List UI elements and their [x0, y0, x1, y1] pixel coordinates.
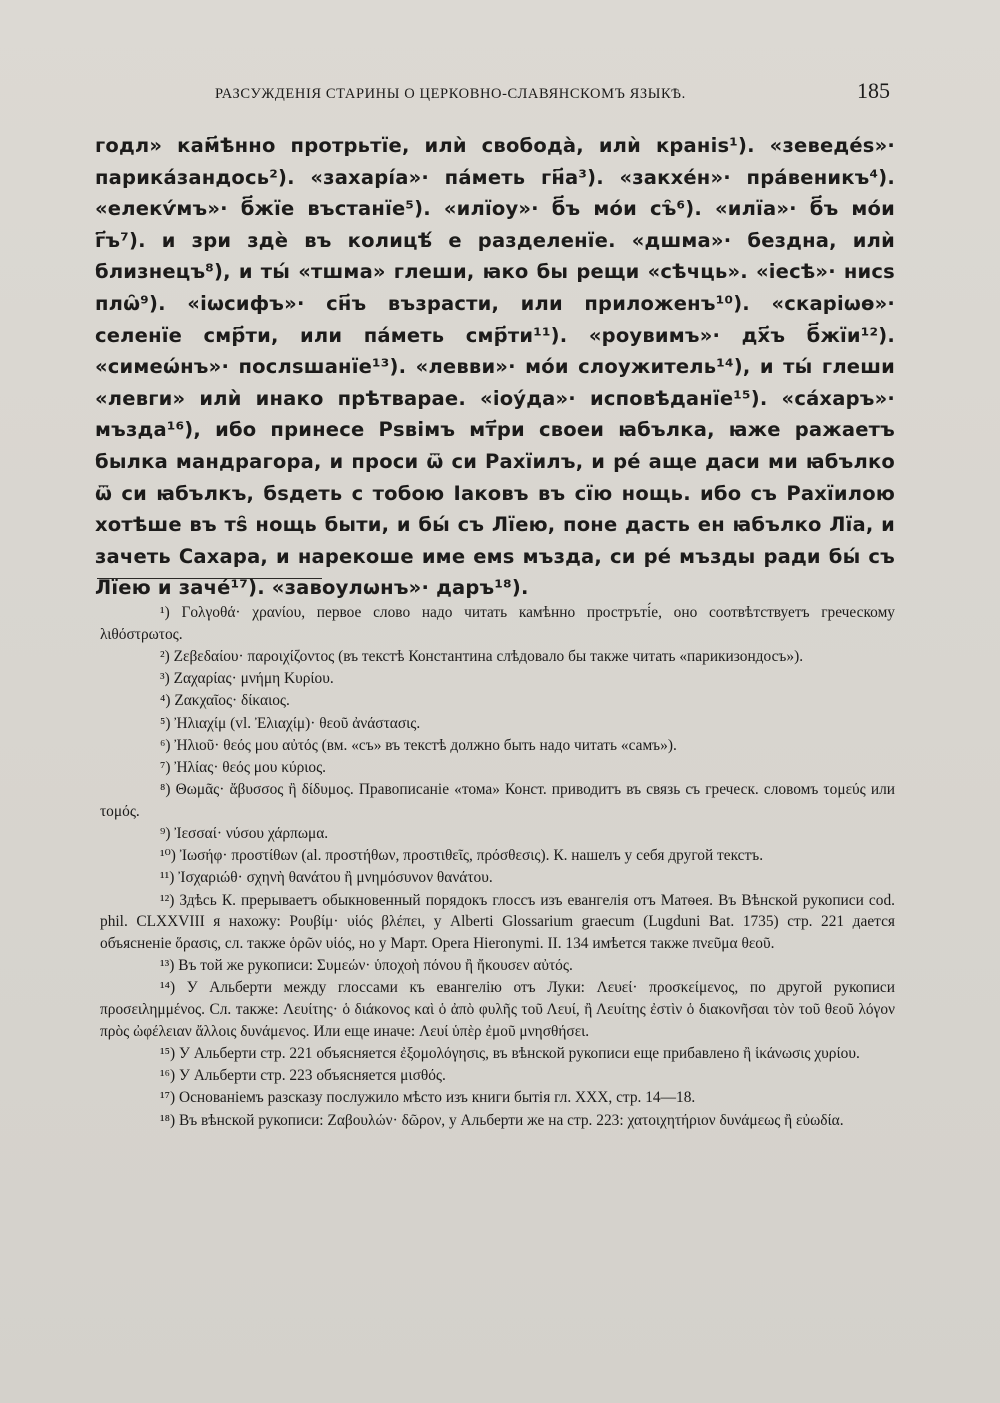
footnote-number: ¹): [160, 604, 182, 621]
footnote-text: Ζαχαρίας· μνήμη Κυρίου.: [173, 670, 334, 688]
footnote-number: ¹⁴): [160, 979, 187, 997]
footnote-text: У Альберти между глоссами къ евангелію отъ Луки: Λευεί· προσκείμενος, по другой рукописи προσειλημμένος. Сл. также: Λευίτης· ὁ διάκονος καὶ ὁ ἀπὸ φυλῆς τοῦ Λευί, ἢ Λευίτης ἐστὶν ὁ διακονῆσαι τὸν τοῦ θεοῦ λόγον πρὸς ὠφέλειαν ἄλλοις δυνάμενος. Или еще иначе: Λευί ὑπὲρ ἐμοῦ μνησθήσει.: [100, 979, 896, 1040]
footnote-text: Въ вѣнской рукописи: Ζαβουλών· δῶρον, у Альберти же на стр. 223: χατοιχητήριον δυνάμεως ἢ εὐωδία.: [178, 1111, 844, 1129]
church-slavonic-paragraph: годл» кам҃ѣнно протрьтїе, илѝ свобода̀, илѝ краніѕ¹). «зеведе́ѕ»· парика́зандось²). «захарі́а»· па́меть гн҃а³). «закхе́н»· пра́веникъ⁴). «елекѵ́мъ»· б҃жїе въстанїе⁵). «илїоу»· б҃ъ мо́и съ̑⁶). «илїа»· б҃ъ мо́и г҃ъ⁷). и зри здѐ въ колицѣ́ е разделенїе. «дшма»· безднa, илѝ близнецъ⁸), и ты́ «тшма» глеши, ꙗко бы рещи «сѣчць». «іесѣ»· нисѕ плѡ̑⁹). «іѡсифъ»· сн҃ъ възрасти, или приложенъ¹⁰). «скаріѡѳ»· селенїе смр҃ти, или па́меть смр҃ти¹¹). «роувимъ»· дх҃ъ б҃жїи¹²). «симеѡ́нъ»· послѕшанїе¹³). «левви»· мо́и слоужитель¹⁴), и ты́ глеши «левги» илѝ инако прѣтварае. «іоу́да»· исповѣданїе¹⁵). «са́харъ»· мъзда¹⁶), ибо принесе Рѕвімъ мт҃ри своеи ꙗбълка, ꙗже ражаетъ былка мандрагора, и проси ѿ си Рахїилъ, и ре́ аще даси ми ꙗбълко ѿ си ꙗбълкъ, бѕдеть с тобою Іаковъ въ сїю нощь. ибо съ Рахїилою хотѣше въ тѕ̑ нощь быти, и бы́ съ Лїею, поне дасть ен ꙗбълко Лїа, и зачеть Сахара, и нарекоше име емѕ мъзда, си ре́ мъзды ради бы́ съ Лїею и заче́¹⁷). «завоулѡнъ»· даръ¹⁸).: [95, 134, 895, 600]
footnote: [100, 977, 895, 1042]
footnote-text: Ἰσχαριώθ· σχηνὴ θανάτου ἢ μνημόσυνον θανάτου.: [178, 869, 493, 887]
footnote-number: ¹⁷): [160, 1089, 179, 1107]
footnote: [100, 1043, 895, 1065]
footnote: [100, 690, 895, 712]
footnote: [100, 867, 895, 889]
footnote-text: Θωμᾶς· ἄβυσσος ἢ δίδυμος. Правописаніе «тома» Конст. приводитъ въ связь съ греческ. словомъ τομεύς или τομός.: [100, 781, 895, 820]
footnote-text: Ἠλίας· θεός μου κύριος.: [174, 758, 327, 776]
running-header: [95, 78, 890, 104]
footnote: [100, 713, 895, 735]
footnote-number: ¹¹): [160, 869, 179, 887]
footnote-number: ⁶): [160, 736, 175, 754]
footnote-text: Ζακχαῖος· δίκαιος.: [174, 692, 290, 710]
footnote-divider: [97, 578, 322, 579]
footnote-text: Въ той же рукописи: Συμεών· ὑποχοὴ πόνου ἢ ἤκουσεν αὐτός.: [178, 957, 573, 975]
footnote-text: Здѣсь К. прерываетъ обыкновенный порядокъ глоссъ изъ евангелія отъ Матѳея. Въ Вѣнской рукописи cod. phil. CLXXVIII я нахожу: Ρουβίμ· υἱός βλέπει, у Alberti Glossarium graecum (Lugduni Bat. 1735) стр. 221 дается объясненіе ὅρασις, сл. также ὁρῶν υἱός, но у Март. Opera Hieronymi. II. 134 имѣется также πνεῦμα θεοῦ.: [100, 891, 895, 953]
footnote: [100, 890, 895, 955]
footnote: [100, 757, 895, 779]
footnote-number: ¹⁰): [160, 847, 180, 865]
footnote: [100, 779, 895, 822]
footnote-text: Ἠλιοῦ· θεός μου αὐτός (вм. «съ» въ текстѣ должно быть надо читать «самъ»).: [174, 736, 677, 754]
footnote-number: ⁸): [160, 781, 176, 799]
footnotes: [100, 602, 895, 1132]
footnote-number: ¹³): [160, 957, 179, 975]
footnote-text: Ζεβεδαίου· παροιχίζοντος (въ текстѣ Константина слѣдовало бы также читать «парикизондосъ»).: [173, 647, 804, 665]
footnote: [100, 602, 895, 645]
footnote: [100, 646, 895, 668]
footnote-number: ¹⁶): [160, 1067, 179, 1085]
footnote-text: Ἰεσσαί· νύσου χάρπωμα.: [174, 825, 329, 843]
footnote-text: У Альберти стр. 221 объясняется ἐξομολόγησις, въ вѣнской рукописи еще прибавлено ἢ ἱκάνωσις χυρίου.: [178, 1045, 860, 1063]
footnote: [100, 845, 895, 867]
footnote: [100, 1087, 895, 1109]
footnote-number: ¹⁸): [160, 1111, 179, 1129]
footnote-number: ¹²): [160, 891, 180, 909]
footnote-text: Γολγοθά· χρανίου, первое слово надо читать камѣнно простръті́е, оно соотвѣтствуетъ греческому λιθόστρωτος.: [100, 604, 895, 643]
footnote-number: ²): [160, 647, 174, 665]
footnote: [100, 735, 895, 757]
footnote: [100, 955, 895, 977]
page-number: 185: [857, 78, 890, 103]
footnote-text: Ἰωσήφ· προστίθων (al. προστήθων, προστιθεῖς, πρόσθεσις). К. нашелъ у себя другой текстъ.: [179, 847, 764, 865]
main-text: [95, 130, 895, 604]
footnote-text: У Альберти стр. 223 объясняется μισθός.: [178, 1067, 446, 1085]
footnote: [100, 668, 895, 690]
footnote: [100, 1065, 895, 1087]
footnote-text: Основаніемъ разсказу послужило мѣсто изъ книги бытія гл. XXX, стр. 14—18.: [178, 1089, 696, 1107]
footnote-number: ⁷): [160, 758, 175, 776]
footnote-number: ⁴): [160, 692, 175, 710]
footnote-number: ¹⁵): [160, 1045, 179, 1063]
footnote-number: ⁵): [160, 714, 175, 732]
footnote-text: Ἠλιαχίμ (vl. Ἐλιαχίμ)· θεοῦ ἀνάστασις.: [174, 714, 421, 732]
footnote: [100, 823, 895, 845]
footnote-number: ⁹): [160, 825, 175, 843]
running-title: РАЗСУЖДЕНІЯ СТАРИНЫ О ЦЕРКОВНО-СЛАВЯНСКОМЪ ЯЗЫКѢ.: [215, 86, 686, 102]
footnote-number: ³): [160, 670, 174, 688]
footnote: [100, 1110, 895, 1132]
